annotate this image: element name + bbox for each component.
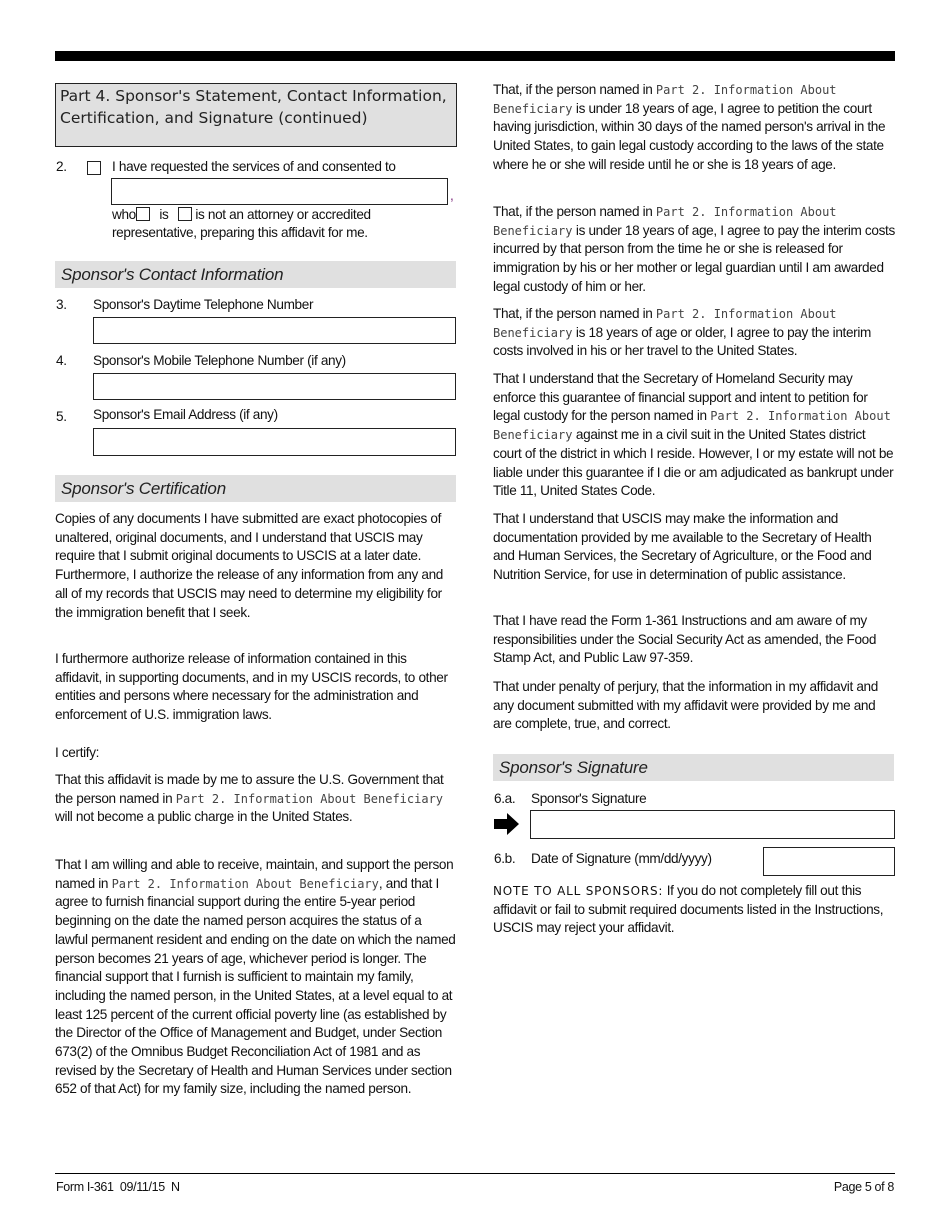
part-2-reference: Part 2. Information About Beneficiary [493,307,837,340]
note-text: If you do not completely fill out this affidavit or fail to submit required documents listed in the Instructions, USCIS may reject your affidavit. [493,883,884,936]
i-certify: I certify: [55,745,100,760]
cert-paragraph-2: I furthermore authorize release of information contained in this affidavit, in supporting documents, and in my USCIS records, to other entities and persons where necessary for the administration and enforcement of U.S. immigration laws. [55,651,448,723]
item-2-number: 2. [56,159,67,174]
item-2-text: I have requested the services of and consented to [112,159,396,174]
right-paragraph-2 [493,203,896,297]
part-header: Part 4. Sponsor's Statement, Contact Information, Certification, and Signature (continued) [55,83,457,147]
is-label: is [159,207,169,222]
who-label: who [112,207,136,222]
right-paragraph-1 [493,81,896,175]
cert-paragraph-1: Copies of any documents I have submitted are exact photocopies of unaltered, original documents, and I understand that USCIS may require that I submit original documents to USCIS at a later date. Furthermore, I authorize the release of any information from any and all of my records that USCIS may need to determine my eligibility for the immigration benefit that I seek. [55,511,443,620]
item-2-checkbox[interactable] [87,161,101,175]
daytime-phone-label: Sponsor's Daytime Telephone Number [93,297,314,312]
part-2-reference: Part 2. Information About Beneficiary [493,409,891,443]
text: will not become a public charge in the United States. [55,809,353,825]
mobile-phone-input[interactable] [93,373,456,400]
email-label: Sponsor's Email Address (if any) [93,407,278,422]
item-6b-number: 6.b. [494,851,516,866]
text: That, if the person named in [493,204,656,219]
item-3-number: 3. [56,297,67,312]
is-not-label: is not an attorney or accredited [195,207,371,222]
note-label: NOTE TO ALL SPONSORS: [493,884,664,898]
contact-heading: Sponsor's Contact Information [55,261,456,288]
is-not-checkbox[interactable] [178,207,192,221]
part-2-reference: Part 2. Information About Beneficiary [175,791,444,806]
signature-heading: Sponsor's Signature [493,754,894,781]
text: That, if the person named in [493,82,656,97]
right-paragraph-5: That I understand that USCIS may make the information and documentation provided by me available to the Secretary of Health and Human Services, the Secretary of Agriculture, or the Food and Nutrition Service, for use in determination of public assistance. [493,511,872,583]
signature-input[interactable] [530,810,895,839]
text: is under 18 years of age, I agree to petition the court having jurisdiction, within 30 days of the named person's arrival in the United States, to gain legal custody according to the laws of the state where he or she will reside until he or she is 18 years of age. [493,100,886,172]
email-input[interactable] [93,428,456,456]
text: , and that I agree to furnish financial support during the entire 5-year period beginning on the date the named person acquires the status of a lawful permanent resident and ending on the date on which the named person becomes 21 years of age, whichever period is longer. The financial support that I furnish is sufficient to maintain my family, including the named person, in the United States, at a level equal to at least 125 percent of the current official poverty line (as established by the Director of the Office of Management and Budget, under Section 673(2) of the Omnibus Budget Reconciliation Act of 1981 and as revised by the Secretary of Health and Human Services under section 652 of that Act) for my family size, including the named person. [55,875,456,1097]
top-rule [55,51,895,61]
signature-label: Sponsor's Signature [531,791,647,806]
text: against me in a civil suit in the United States district court of the district in which I reside. However, I or my estate will not be liable under this guarantee if I die or am adjudicated as bankrupt under Title 11, United States Code. [493,427,894,499]
item-6a-number: 6.a. [494,791,516,806]
mobile-phone-label: Sponsor's Mobile Telephone Number (if any) [93,353,346,368]
part-2-reference: Part 2. Information About Beneficiary [493,205,837,238]
comma: , [450,188,454,203]
right-paragraph-6: That I have read the Form 1-361 Instructions and am aware of my responsibilities under the Social Security Act as amended, the Food Stamp Act, and Public Law 97-359. [493,613,877,666]
footer-rule [55,1173,895,1174]
certification-heading: Sponsor's Certification [55,475,456,502]
attorney-choice [112,207,371,222]
right-paragraph-4 [493,370,896,501]
is-checkbox[interactable] [136,207,150,221]
note-to-sponsors [493,882,896,938]
text: That I am willing and able to receive, maintain, and support the person named in [55,857,454,891]
right-paragraph-3 [493,305,896,361]
page-number: Page 5 of 8 [833,1180,894,1194]
right-paragraph-7: That under penalty of perjury, that the information in my affidavit and any document submitted with my affidavit were provided by me and are complete, true, and correct. [493,679,878,732]
part-2-reference: Part 2. Information About Beneficiary [493,83,837,116]
text: That this affidavit is made by me to assure the U.S. Government that the person named in [55,772,444,806]
arrow-right-icon [494,813,520,835]
form-id: Form I-361 09/11/15 N [56,1180,180,1194]
item-4-number: 4. [56,353,67,368]
cert-paragraph-4 [55,856,457,1099]
preparer-name-input[interactable] [111,178,448,205]
cert-paragraph-3 [55,771,457,827]
date-input[interactable] [763,847,895,876]
text: That, if the person named in [493,306,656,321]
date-label: Date of Signature (mm/dd/yyyy) [531,851,712,866]
part-2-reference: Part 2. Information About Beneficiary [111,876,379,891]
text: That I understand that the Secretary of Homeland Security may enforce this guarantee of financial support and intent to petition for legal custody for the person named in [493,371,868,424]
text: is under 18 years of age, I agree to pay the interim costs incurred by that person from the time he or she is released for immigration by his or her mother or legal guardian until I am awarded legal custody of him or her. [493,222,895,294]
text: is 18 years of age or older, I agree to pay the interim costs involved in his or her travel to the United States. [493,324,872,359]
item-2-line2: representative, preparing this affidavit for me. [112,225,368,240]
daytime-phone-input[interactable] [93,317,456,344]
item-5-number: 5. [56,409,67,424]
